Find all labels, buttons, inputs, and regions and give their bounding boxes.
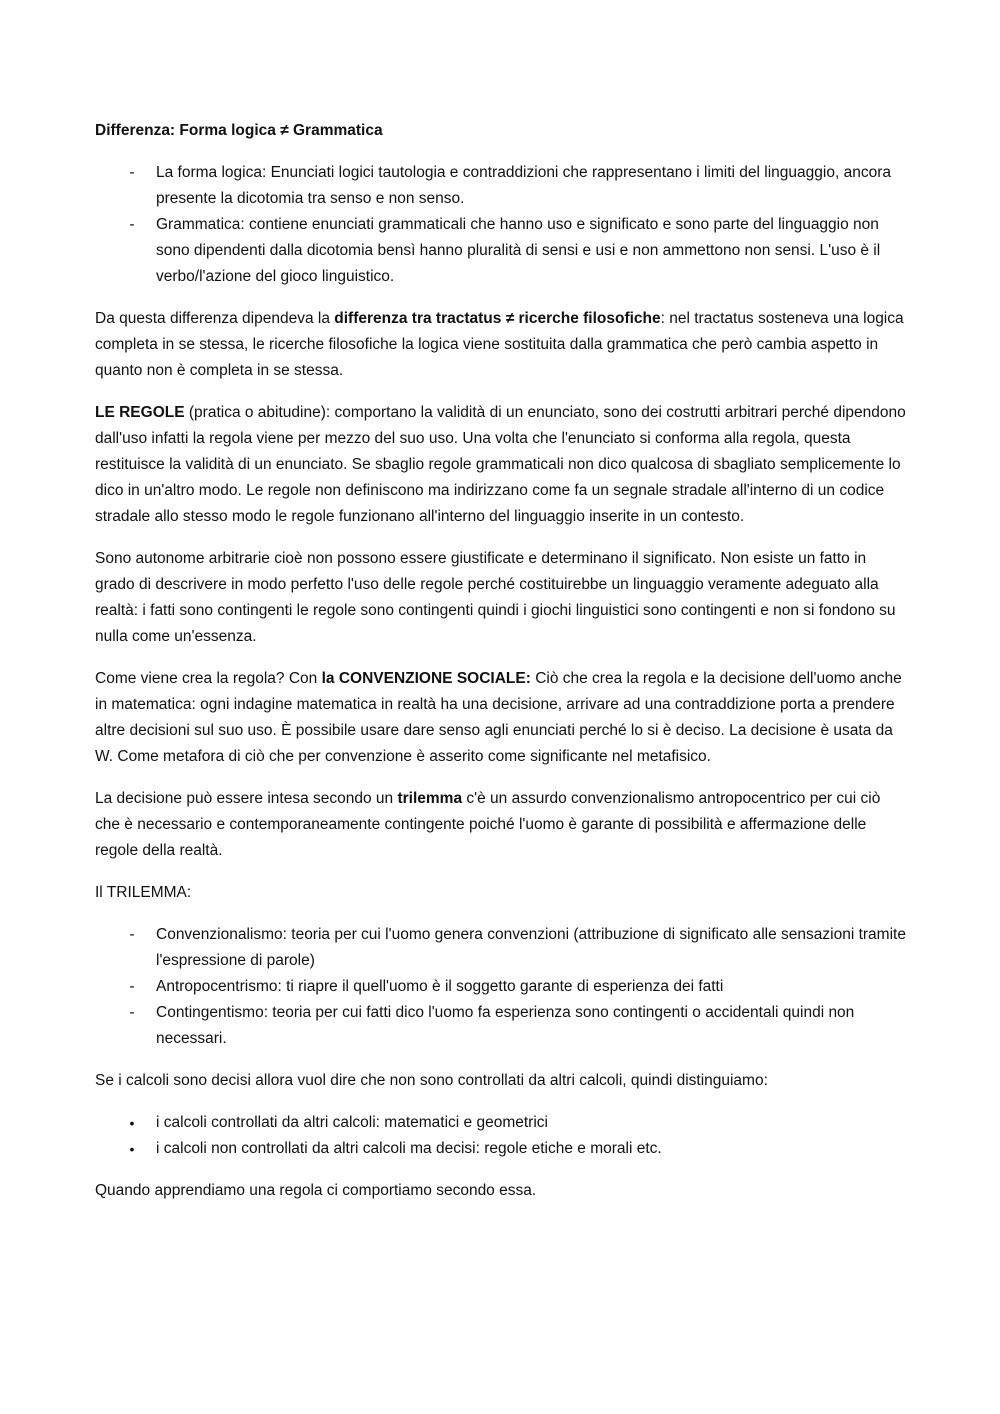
paragraph-text: Da questa differenza dipendeva la — [95, 310, 335, 327]
list-item — [95, 1000, 908, 1052]
list-item-text: i calcoli non controllati da altri calcoli ma decisi: regole etiche e morali etc. — [156, 1140, 662, 1157]
dash-marker: - — [129, 978, 135, 995]
list-item-text: Grammatica: contiene enunciati grammaticali che hanno uso e significato e sono parte del linguaggio non sono dipendenti dalla dicotomia bensì hanno pluralità di sensi e usi e non ammettono non sensi. L'uso è il verbo/l'azione del gioco linguistico. — [156, 216, 881, 285]
dash-marker: - — [129, 1004, 135, 1021]
dash-marker: - — [129, 926, 135, 943]
document-heading: Differenza: Forma logica ≠ Grammatica — [95, 122, 383, 139]
paragraph-convenzione — [95, 666, 908, 770]
paragraph-text: Ciò che crea la regola e la decisione dell'uomo anche in matematica: ogni indagine matematica in realtà ha una decisione, arrivare ad una contraddizione porta a prendere altre decisioni sul suo uso. È possibile usare dare senso agli enunciati perché lo si è deciso. La decisione è usata da W. Come metafora di ciò che per convenzione è asserito come significante nel metafisico. — [95, 670, 902, 765]
calcoli-list — [95, 1110, 908, 1162]
list-item — [95, 974, 908, 1000]
paragraph-calcoli: Se i calcoli sono decisi allora vuol dire che non sono controllati da altri calcoli, quindi distinguiamo: — [95, 1072, 768, 1089]
bullet-marker: • — [129, 1115, 135, 1131]
list-item — [95, 922, 908, 974]
dash-marker: - — [129, 216, 135, 233]
list-item-text: i calcoli controllati da altri calcoli: matematici e geometrici — [156, 1114, 548, 1131]
logic-grammar-list — [95, 160, 908, 290]
paragraph-bold-text: differenza tra tractatus ≠ ricerche filosofiche — [334, 310, 661, 327]
paragraph-text: (pratica o abitudine): comportano la validità di un enunciato, sono dei costrutti arbitrari perché dipendono dall'uso infatti la regola viene per mezzo del suo uso. Una volta che l'enunciato si conforma alla regola, questa restituisce la validità di un enunciato. Se sbaglio regole grammaticali non dico qualcosa di sbagliato semplicemente lo dico in un'altro modo. Le regole non definiscono ma indirizzano come fa un segnale stradale all'interno di un codice stradale allo stesso modo le regole funzionano all'interno del linguaggio inserite in un contesto. — [95, 404, 906, 525]
paragraph-autonome: Sono autonome arbitrarie cioè non possono essere giustificate e determinano il significato. Non esiste un fatto in grado di descrivere in modo perfetto l'uso delle regole perché costituirebbe un linguaggio veramente adeguato alla realtà: i fatti sono contingenti le regole sono contingenti quindi i giochi linguistici sono contingenti e non si fondono su nulla come un'essenza. — [95, 550, 896, 645]
paragraph-text: c'è un assurdo convenzionalismo antropocentrico per cui ciò che è necessario e contemporaneamente contingente poiché l'uomo è garante di possibilità e affermazione delle regole della realtà. — [95, 790, 881, 859]
paragraph-conclusione: Quando apprendiamo una regola ci comportiamo secondo essa. — [95, 1182, 537, 1199]
list-item — [95, 1136, 908, 1162]
list-item — [95, 212, 908, 290]
paragraph-trilemma-title: Il TRILEMMA: — [95, 884, 192, 901]
list-item — [95, 1110, 908, 1136]
paragraph-bold-text: la CONVENZIONE SOCIALE: — [321, 670, 531, 687]
trilemma-list — [95, 922, 908, 1052]
paragraph-text: Come viene crea la regola? Con — [95, 670, 322, 687]
paragraph-text: : nel tractatus sosteneva una logica completa in se stessa, le ricerche filosofiche la logica viene sostituita dalla grammatica che però cambia aspetto in quanto non è completa in se stessa. — [95, 310, 904, 379]
list-item — [95, 160, 908, 212]
paragraph-bold-text: trilemma — [397, 790, 463, 807]
list-item-text: La forma logica: Enunciati logici tautologia e contraddizioni che rappresentano i limiti del linguaggio, ancora presente la dicotomia tra senso e non senso. — [156, 164, 891, 207]
paragraph-decisione — [95, 786, 908, 864]
list-item-text: Antropocentrismo: ti riapre il quell'uomo è il soggetto garante di esperienza dei fatti — [156, 978, 724, 995]
paragraph-tractatus — [95, 306, 908, 384]
list-item-text: Contingentismo: teoria per cui fatti dico l'uomo fa esperienza sono contingenti o accidentali quindi non necessari. — [156, 1004, 855, 1047]
list-item-text: Convenzionalismo: teoria per cui l'uomo genera convenzioni (attribuzione di significato alle sensazioni tramite l'espressione di parole) — [156, 926, 906, 969]
paragraph-bold-text: LE REGOLE — [95, 404, 185, 421]
bullet-marker: • — [129, 1141, 135, 1157]
paragraph-text: La decisione può essere intesa secondo un — [95, 790, 398, 807]
dash-marker: - — [129, 164, 135, 181]
paragraph-regole — [95, 400, 908, 530]
